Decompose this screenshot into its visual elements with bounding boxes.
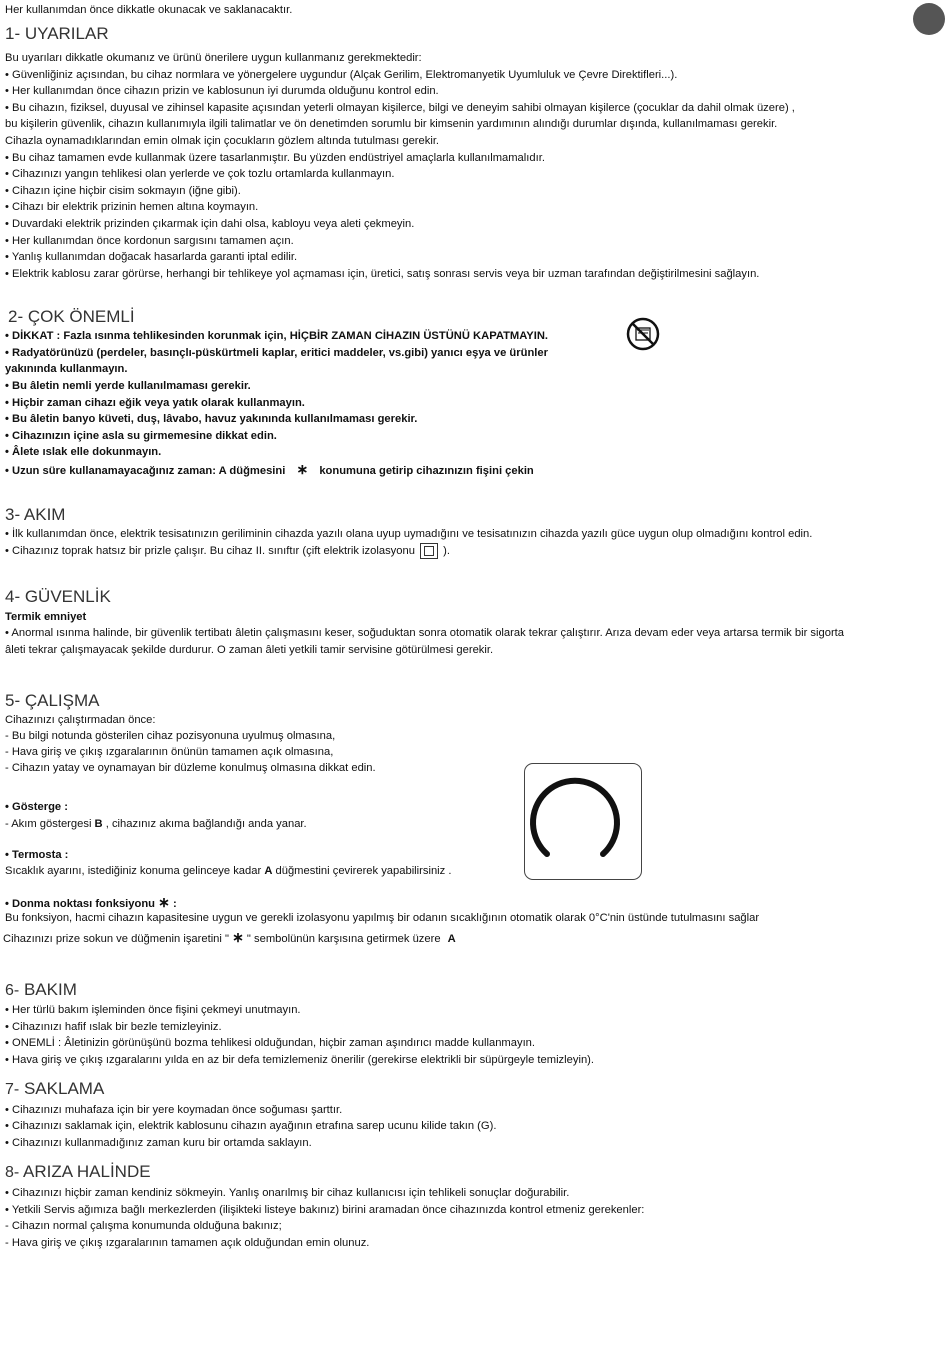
- section-7-name: SAKLAMA: [23, 1079, 105, 1098]
- intro-text: Her kullanımdan önce dikkatle okunacak ve saklanacaktır.: [5, 4, 293, 16]
- gosterge-text-b: , cihazınız akıma bağlandığı anda yanar.: [105, 818, 307, 830]
- s5-line: - Hava giriş ve çıkış ızgaralarının önünün tamamen açık olmasına,: [5, 746, 334, 758]
- s2-line: • Cihazınızın içine asla su girmemesine dikkat edin.: [5, 430, 277, 442]
- gosterge-line: [5, 817, 307, 831]
- donma-colon: :: [172, 898, 177, 910]
- section-1-title: 1- UYARILAR: [5, 24, 109, 43]
- s2-line: yakınında kullanmayın.: [5, 363, 128, 375]
- page-marker-dot: [913, 3, 945, 35]
- section-6-name: BAKIM: [23, 980, 77, 999]
- s1-line: • Yanlış kullanımdan doğacak hasarlarda garanti iptal edilir.: [5, 251, 298, 263]
- s1-line: • Bu cihaz tamamen evde kullanmak üzere tasarlanmıştır. Bu yüzden endüstriyel amaçlarla kullanılmamalıdır.: [5, 152, 545, 164]
- section-7-title: [5, 1079, 104, 1100]
- snowflake-icon: ∗: [296, 461, 309, 477]
- s2-last-text-a: • Uzun süre kullanamayacağınız zaman: A düğmesini: [5, 465, 286, 477]
- s7-line: • Cihazınızı saklamak için, elektrik kablosunu cihazın ayağının etrafına sarep ucunu kilide takın (G).: [5, 1120, 497, 1132]
- s4-line: • Anormal ısınma halinde, bir güvenlik tertibatı âletin çalışmasını keser, soğuduktan sonra otomatik olarak tekrar çalıştırır. Arıza devam eder veya artarsa termik bir sigorta: [5, 627, 844, 639]
- s6-line: • Cihazınızı hafif ıslak bir bezle temizleyiniz.: [5, 1021, 222, 1033]
- s3-line-2: [5, 543, 450, 559]
- s4-subtitle: Termik emniyet: [5, 611, 87, 623]
- s1-line: • Cihazın içine hiçbir cisim sokmayın (iğne gibi).: [5, 185, 241, 197]
- s5-line: Cihazınızı çalıştırmadan önce:: [5, 714, 156, 726]
- section-2-title: 2- ÇOK ÖNEMLİ: [8, 307, 135, 326]
- s2-line: • Radyatörünüzü (perdeler, basınçlı-püskürtmeli kaplar, eritici maddeler, vs.gibi) yanıcı eşya ve ürünler: [5, 347, 548, 359]
- section-7-number: 7-: [5, 1081, 20, 1098]
- s7-line: • Cihazınızı muhafaza için bir yere koymadan önce soğuması şarttır.: [5, 1104, 343, 1116]
- donma-title: • Donma noktası fonksiyonu: [5, 898, 155, 910]
- snowflake-icon: ∗: [158, 894, 170, 910]
- section-4-title: 4- GÜVENLİK: [5, 587, 111, 606]
- double-insulation-icon: [420, 543, 438, 559]
- s6-line: • ONEMLİ : Âletinizin görünüşünü bozma tehlikesi olduğundan, hiçbir zaman aşındırıcı madde kullanmayın.: [5, 1037, 536, 1049]
- termosta-title: • Termosta :: [5, 849, 69, 861]
- s1-line: Cihazla oynamadıklarından emin olmak için çocukların gözlem altında tutulması gerekir.: [5, 135, 440, 147]
- knob-a-label: A: [447, 933, 456, 945]
- s7-line: • Cihazınızı kullanmadığınız zaman kuru bir ortamda saklayın.: [5, 1137, 312, 1149]
- s3-line: • İlk kullanımdan önce, elektrik tesisatınızın geriliminin cihazda yazılı olana uyup uymadığını ve tesisatınızın cihazda yazılı güce uygun olup olmadığını kontrol edin.: [5, 528, 813, 540]
- thermometer-icon: [541, 824, 544, 835]
- s3-line-2-end: ).: [443, 544, 450, 557]
- section-3-title: 3- AKIM: [5, 505, 66, 524]
- s1-line: • Güvenliğiniz açısından, bu cihaz normlara ve yönergelere uygundur (Alçak Gerilim, Elektromanyetik Uyumluluk ve Çevre Direktifleri...).: [5, 69, 678, 81]
- donma-line-2: [3, 930, 456, 946]
- s1-line: • Cihazı bir elektrik prizinin hemen altına koymayın.: [5, 201, 259, 213]
- snowflake-icon: ∗: [232, 929, 244, 945]
- s1-line: • Elektrik kablosu zarar görürse, herhangi bir tehlikeye yol açmaması için, üretici, satış sonrası servis veya bir uzman tarafından değiştirilmesini sağlayın.: [5, 268, 760, 280]
- section-6-number: 6-: [5, 982, 20, 999]
- termosta-text-b: düğmestini çevirerek yapabilirsiniz .: [275, 865, 452, 877]
- s8-line: • Cihazınızı hiçbir zaman kendiniz sökmeyin. Yanlış onarılmış bir cihaz kullanıcısı için tehlikeli sonuçlar doğurabilir.: [5, 1187, 570, 1199]
- snowflake-icon: ✱: [559, 849, 567, 859]
- s5-line: - Bu bilgi notunda gösterilen cihaz pozisyonuna uyulmuş olmasına,: [5, 730, 336, 742]
- s2-line: • DİKKAT : Fazla ısınma tehlikesinden korunmak için, HİÇBİR ZAMAN CİHAZIN ÜSTÜNÜ KAPATMAYIN.: [5, 330, 549, 342]
- s2-line: • Âlete ıslak elle dokunmayın.: [5, 446, 162, 458]
- s8-line: - Hava giriş ve çıkış ızgaralarının tamamen açık olduğundan emin olunuz.: [5, 1237, 370, 1249]
- s2-line: • Bu âletin nemli yerde kullanılmaması gerekir.: [5, 380, 251, 392]
- donma-line-2-text-a: Cihazınızı prize sokun ve düğmenin işaretini ": [3, 933, 229, 945]
- s2-last-line: [5, 462, 534, 478]
- s4-line: âleti tekrar çalışmayacak şekilde durdurur. O zaman âleti yetkili tamir servisine götürülmesi gerekir.: [5, 644, 494, 656]
- s6-line: • Her türlü bakım işleminden önce fişini çekmeyi unutmayın.: [5, 1004, 301, 1016]
- s3-line-2-text: • Cihazınız toprak hatsız bir prizle çalışır. Bu cihaz II. sınıftır (çift elektrik izolasyonu: [5, 544, 415, 557]
- thermostat-dial-figure: [524, 763, 642, 880]
- s2-line: • Hiçbir zaman cihazı eğik veya yatık olarak kullanmayın.: [5, 397, 305, 409]
- donma-title-line: [5, 895, 177, 911]
- do-not-cover-icon: [626, 317, 660, 351]
- s2-line: • Bu âletin banyo küveti, duş, lâvabo, havuz yakınında kullanılmaması gerekir.: [5, 413, 418, 425]
- termosta-text-a: Sıcaklık ayarını, istediğiniz konuma gelinceye kadar: [5, 865, 262, 877]
- s6-line: • Hava giriş ve çıkış ızgaralarını yılda en az bir defa temizlemeniz önerilir (gerekirse elektrikli bir süpürgeyle temizleyin).: [5, 1054, 594, 1066]
- s2-last-text-b: konumuna getirip cihazınızın fişini çekin: [319, 465, 534, 477]
- knob-a-label: A: [264, 865, 273, 877]
- section-5-title: 5- ÇALIŞMA: [5, 691, 100, 710]
- termosta-line: [5, 864, 451, 878]
- s1-line: • Bu cihazın, fiziksel, duyusal ve zihinsel kapasite açısından yeterli olmayan kişilerce, bilgi ve deneyim sahibi olmayan kişilerce (çocuklar da dahil olmak üzere) ,: [5, 102, 795, 114]
- donma-line-2-text-b: " sembolünün karşısına getirmek üzere: [246, 933, 441, 945]
- donma-line-1: Bu fonksiyon, hacmi cihazın kapasitesine uygun ve gerekli izolasyonu yapılmış bir odanın sıcaklığının otomatik olarak 0°C'nin üstünde tutulmasını sağlar: [5, 912, 760, 924]
- s5-line: - Cihazın yatay ve oynamayan bir düzleme konulmuş olmasına dikkat edin.: [5, 762, 376, 774]
- section-6-title: [5, 980, 77, 1001]
- s1-line: • Duvardaki elektrik prizinden çıkarmak için dahi olsa, kabloyu veya aleti çekmeyin.: [5, 218, 415, 230]
- gosterge-title: • Gösterge :: [5, 801, 68, 813]
- section-8-title: [5, 1162, 151, 1183]
- indicator-b-label: B: [94, 818, 103, 830]
- s1-line: • Her kullanımdan önce kordonun sargısını tamamen açın.: [5, 235, 294, 247]
- s8-line: - Cihazın normal çalışma konumunda olduğuna bakınız;: [5, 1220, 282, 1232]
- section-8-name: ARIZA HALİNDE: [23, 1162, 151, 1181]
- section-8-number: 8-: [5, 1164, 20, 1181]
- gosterge-text-a: - Akım göstergesi: [5, 818, 92, 830]
- s1-line: Bu uyarıları dikkatle okumanız ve ürünü önerilere uygun kullanmanız gerekmektedir:: [5, 52, 422, 64]
- s8-line: • Yetkili Servis ağımıza bağlı merkezlerden (ilişikteki listeye bakınız) birini aramadan önce cihazınızda kontrol etmeniz gerekenler:: [5, 1204, 645, 1216]
- s1-line: bu kişilerin güvenlik, cihazın kullanımıyla ilgili talimatlar ve ön denetimden sorumlu bir kimsenin yardımının alındığı durumlar dışında, kullanılmaması gerekir.: [5, 118, 778, 130]
- s1-line: • Cihazınızı yangın tehlikesi olan yerlerde ve çok tozlu ortamlarda kullanmayın.: [5, 168, 395, 180]
- s1-line: • Her kullanımdan önce cihazın prizin ve kablosunun iyi durumda olduğunu kontrol edin.: [5, 85, 439, 97]
